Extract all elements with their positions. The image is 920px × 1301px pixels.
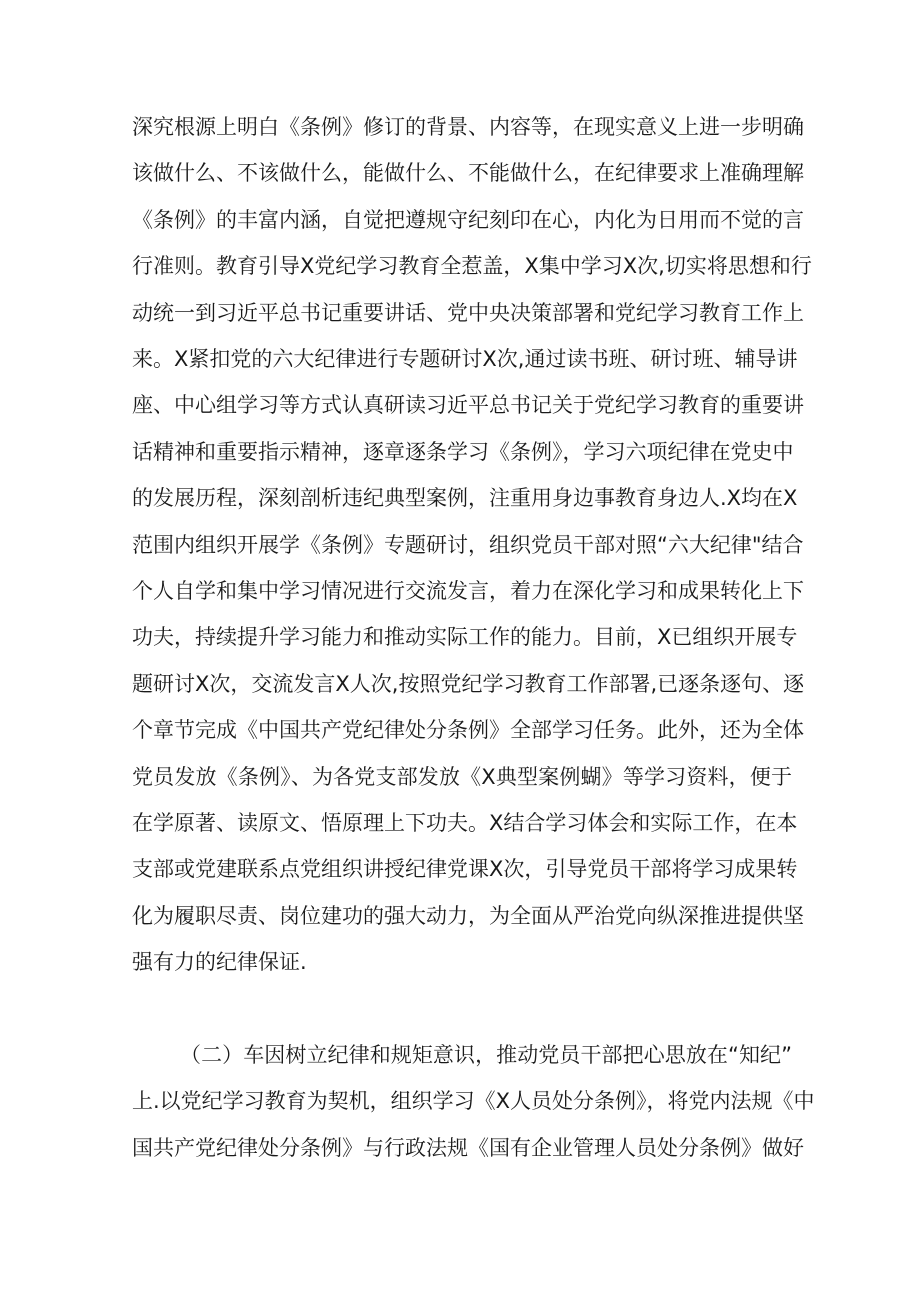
text-line: 该做什么、不该做什么，能做什么、不能做什么，在纪律要求上准确理解 xyxy=(132,161,804,186)
text-line: 动统一到习近平总书记重要讲话、党中央决策部署和党纪学习教育工作上 xyxy=(132,300,804,325)
text-line: （二）车因树立纪律和规矩意识，推动党员干部把心思放在“知纪” xyxy=(180,1043,792,1067)
text-line: 上.以党纪学习教育为契机，组织学习《X人员处分条例》，将党内法规《中 xyxy=(132,1089,815,1114)
text-line: 范围内组织开展学《条例》专题研讨，组织党员干部对照“六大纪律"结合 xyxy=(132,532,804,557)
text-line: 党员发放《条例》、为各党支部发放《X典型案例蝴》等学习资料，便于 xyxy=(132,764,792,789)
text-line: 行准则。教育引导X党纪学习教育全惹盖，X集中学习X次,切实将思想和行 xyxy=(132,254,812,279)
text-line: 座、中心组学习等方式认真研读习近平总书记关于党纪学习教育的重要讲 xyxy=(132,393,804,418)
text-line: 在学原著、读原文、悟原理上下功夫。X结合学习体会和实际工作，在本 xyxy=(132,811,798,835)
text-line: 话精神和重要指示精神，逐章逐条学习《条例》，学习六项纪律在党史中 xyxy=(132,439,794,464)
text-line: 化为履职尽责、岗位建功的强大动力，为全面从严治党向纵深推进提供坚 xyxy=(132,903,804,928)
text-line: 支部或党建联系点党组织讲授纪律党课X次，引导党员干部将学习成果转 xyxy=(132,857,798,882)
text-line: 题研讨X次，交流发言X人次,按照党纪学习教育工作部署,已逐条逐句、逐 xyxy=(132,671,805,696)
text-line: 深究根源上明白《条例》修订的背景、内容等，在现实意义上进一步明确 xyxy=(132,115,804,139)
text-line: 个章节完成《中国共产党纪律处分条例》全部学习任务。此外，还为全体 xyxy=(132,718,804,743)
text-line: 《条例》的丰富内涵，自觉把遵规守纪刻印在心，内化为日用而不觉的言 xyxy=(132,207,804,232)
text-line: 个人自学和集中学习情况进行交流发言，着力在深化学习和成果转化上下 xyxy=(132,579,804,603)
text-line: 的发展历程，深刻剖析违纪典型案例，注重用身边事教育身边人.X均在X xyxy=(132,486,798,511)
text-line: 来。X紧扣党的六大纪律进行专题研讨X次,通过读书班、研讨班、辅导讲 xyxy=(132,347,798,371)
text-line: 国共产党纪律处分条例》与行政法规《国有企业管理人员处分条例》做好 xyxy=(132,1135,804,1160)
text-line: 功夫，持续提升学习能力和推动实际工作的能力。目前，X已组织开展专 xyxy=(132,625,798,650)
text-line: 强有力的纪律保证. xyxy=(132,950,307,975)
